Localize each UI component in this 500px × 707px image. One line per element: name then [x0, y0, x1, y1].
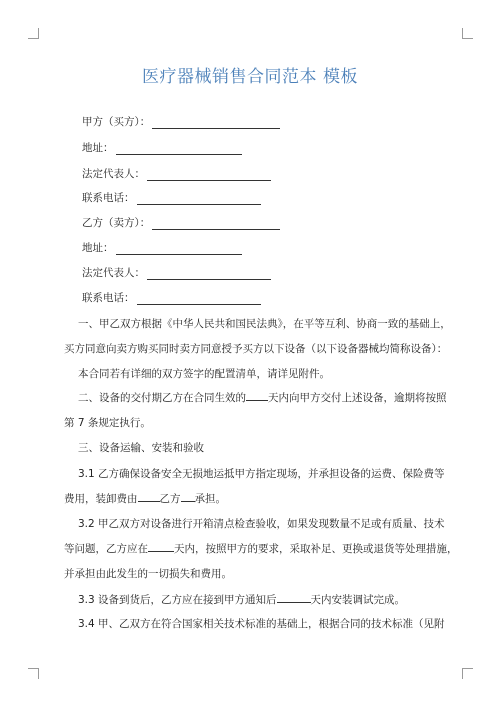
clause-3-4-paragraph: [64, 612, 445, 637]
buyer-legal-rep-field[interactable]: [82, 166, 271, 181]
text-segment: 二、设备的交付期乙方在合同生效的: [78, 392, 246, 404]
seller-name-field[interactable]: [82, 215, 280, 230]
paragraph-line: 3.4 甲、乙双方在符合国家相关技术标准的基础上，根据合同的技术标准（见附: [78, 618, 445, 630]
text-segment: 天内向甲方交付上述设备，逾期将按照: [268, 392, 447, 404]
text-segment: 承担。: [194, 493, 226, 505]
paragraph-line: 买方同意向卖方购买同时卖方同意授予买方以下设备（以下设备器械均简称设备）：: [64, 343, 448, 355]
fill-in-line[interactable]: [147, 168, 271, 181]
seller-legal-rep-field[interactable]: [82, 265, 271, 280]
page-corner-mark-bottom-right: [462, 668, 473, 679]
buyer-address-field[interactable]: [82, 140, 242, 155]
fill-in-line[interactable]: [116, 242, 242, 255]
clause-3-2-paragraph: [64, 512, 458, 587]
paragraph-line: 一、甲乙双方根据《中华人民共和国民法典》，在平等互利、协商一致的基础上，: [78, 318, 451, 330]
page-corner-mark-top-right: [462, 28, 473, 39]
paragraph-line: [64, 487, 442, 512]
fill-in-line[interactable]: [152, 217, 280, 230]
paragraph-line: 3.1 乙方确保设备安全无损地运抵甲方指定现场，并承担设备的运费、保险费等: [78, 468, 445, 480]
buyer-name-field[interactable]: [82, 114, 280, 129]
text-segment: 天内安装调试完成。: [310, 594, 406, 606]
text-segment: 费用，装卸费由: [64, 493, 138, 505]
page-corner-mark-top-left: [28, 28, 39, 39]
clause-2-paragraph: [64, 386, 447, 436]
field-label: 乙方（卖方）：: [82, 217, 151, 229]
fill-in-blank[interactable]: [148, 540, 174, 552]
text-segment: 等问题，乙方应在: [64, 543, 148, 555]
attachment-note-paragraph: [64, 362, 442, 387]
text-segment: 3.3 设备到货后，乙方应在接到甲方通知后: [78, 594, 277, 606]
fill-in-blank[interactable]: [181, 490, 195, 502]
paragraph-line: 三、设备运输、安装和验收: [78, 442, 204, 454]
paragraph-line: [64, 386, 447, 411]
field-label: 甲方（买方）：: [82, 116, 151, 128]
fill-in-blank[interactable]: [138, 490, 160, 502]
fill-in-line[interactable]: [137, 292, 261, 305]
paragraph-line: [64, 588, 442, 613]
field-label: 法定代表人：: [82, 168, 145, 180]
document-title: 医疗器械销售合同范本 模板: [142, 67, 358, 87]
paragraph-line: 本合同若有详细的双方签字的配置清单，请详见附件。: [78, 368, 330, 380]
page-corner-mark-bottom-left: [28, 668, 39, 679]
field-label: 联系电话：: [82, 292, 135, 304]
field-label: 地址：: [82, 242, 114, 254]
paragraph-line: 并承担由此发生的一切损失和费用。: [64, 568, 232, 580]
seller-phone-field[interactable]: [82, 290, 261, 305]
field-label: 法定代表人：: [82, 267, 145, 279]
clause-3-3-paragraph: [64, 588, 442, 613]
clause-1-paragraph: [64, 312, 451, 362]
paragraph-line: [64, 537, 458, 562]
field-label: 联系电话：: [82, 192, 135, 204]
text-segment: 天内，按照甲方的要求，采取补足、更换或退货等处理措施，: [174, 543, 458, 555]
fill-in-blank[interactable]: [277, 591, 311, 603]
paragraph-line: 第 7 条规定执行。: [64, 417, 151, 429]
clause-3-heading: [64, 436, 442, 461]
clause-3-1-paragraph: [64, 462, 445, 512]
fill-in-line[interactable]: [137, 192, 261, 205]
fill-in-line[interactable]: [152, 116, 280, 129]
seller-address-field[interactable]: [82, 240, 242, 255]
fill-in-blank[interactable]: [246, 389, 268, 401]
paragraph-line: 3.2 甲乙双方对设备进行开箱清点检查验收，如果发现数量不足或有质量、技术: [78, 518, 445, 530]
fill-in-line[interactable]: [147, 267, 271, 280]
text-segment: 乙方: [159, 493, 181, 505]
field-label: 地址：: [82, 142, 114, 154]
buyer-phone-field[interactable]: [82, 190, 261, 205]
fill-in-line[interactable]: [116, 142, 242, 155]
